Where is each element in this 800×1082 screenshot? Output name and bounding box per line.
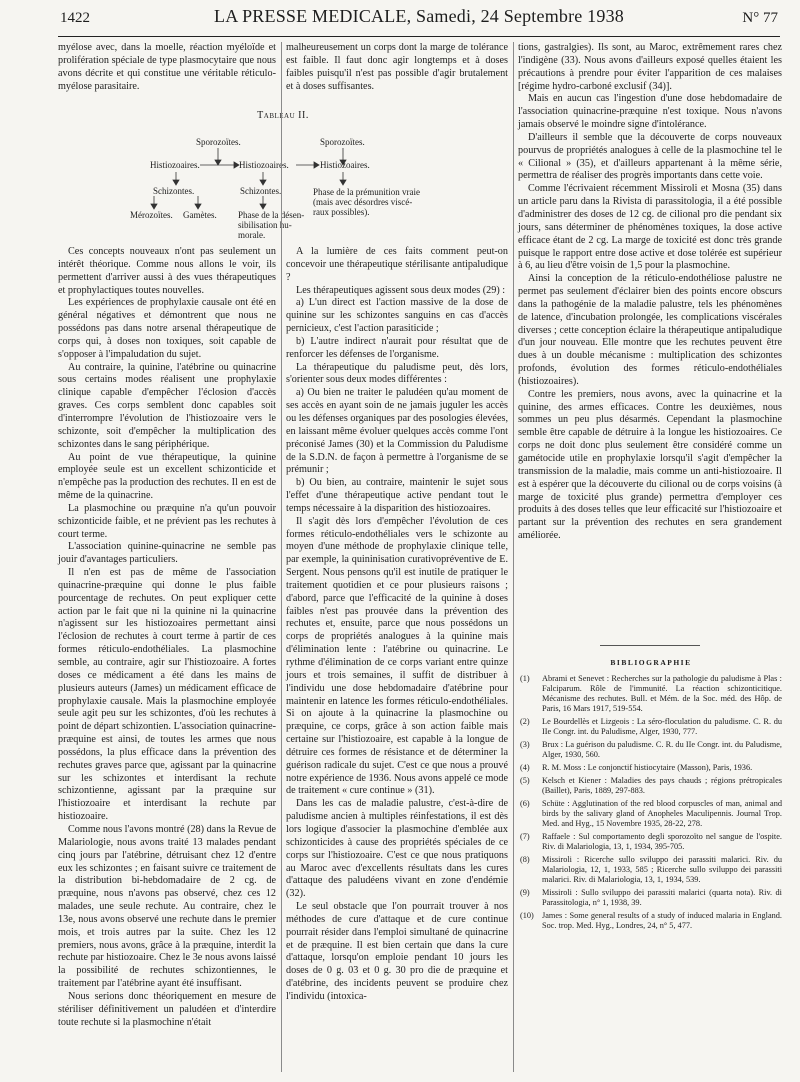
label-gametes: Gamètes. (183, 210, 217, 220)
bibliography-entry (520, 763, 782, 773)
paragraph: a) Ou bien ne traiter le paludéen qu'au moment de ses accès en ayant soin de ne jamais juguler les accès ou les défenses organiques par des posologies élevées, en laissant même évoluer quelques accès comme l'ont préconisé James (30) et la Commission du Paludisme de la S.D.N. de façon à permettre à l'organisme de se prémunir ; (286, 387, 508, 476)
journal-title: LA PRESSE MEDICALE, Samedi, 24 Septembre 1938 (214, 6, 624, 26)
paragraph: Le seul obstacle que l'on pourrait trouver à nos méthodes de cure d'attaque et de cure continue pourrait résider dans l'emploi simultané de quinacrine et de præquine. Il est bien certain que dans la cure d'attaque, lorsqu'on emploie pendant 10 jours les doses de 0 g. 03 et 0 g. 30 pro die de præquine et d'atébrine, des incidents peuvent se produire chez l'individu (intoxica- (286, 901, 508, 1002)
label-sporozoites-1: Sporozoïtes. (196, 137, 241, 147)
ref-text: Schüte : Agglutination of the red blood corpuscles of man, animal and birds by the salivary gland of Anopheles Maculipennis. Journal Trop. Med. and Hyg., 15 Novembre 1935, 28-22, 278. (542, 799, 782, 828)
ref-text: Kelsch et Kiener : Maladies des pays chauds ; régions prétropicales (Baillet), Paris, 1889, 297-883. (542, 776, 782, 795)
paragraph: Contre les premiers, nous avons, avec la quinacrine et la quinine, des armes efficaces. Contre les deuxièmes, nous sommes un peu plus désarmés. Cependant la plasmochine semble être capable de détruire à la longue les histiozoaires. Ce corps ne doit donc plus seulement être considéré comme un gamétocide utile en prophylaxie lorsqu'il s'agit d'empêcher la transmission de la maladie, mais comme un anti-histiozoaire. Il est à espérer que la découverte du cilional ou de corps voisins (à marge de toxicité plus grande) permettra d'employer ces produits à des doses telles que leur efficacité sur l'histiozoaire et partant sur la prévention des rechutes en sera grandement améliorée. (518, 388, 782, 542)
ref-number: (10) (520, 911, 534, 920)
page-header (60, 6, 778, 36)
label-histiozoaires-3: Histiozoaires. (320, 160, 370, 170)
label-histiozoaires-2: Histiozoaires. (239, 160, 289, 170)
paragraph: Il n'en est pas de même de l'association quinacrine-præquine qui donne le plus faible pourcentage de rechutes. On peut expliquer cette action par le fait que ni la quinine ni la quinacrine n'agissent sur les histiozoaires permettant ainsi l'éclosion de rechutes à court terme à partir de ces formes réticulo-endothéliales. La plasmochine semble, au contraire, agir sur l'histiozoaire. A fortes doses ce médicament a été dans les mains de plusieurs auteurs (James) un médicament efficace de prophylaxie causale. Mais la plasmochine employée seule agit peu sur les schizontes, d'où les rechutes à point de départ schizontien. L'association quinacrine-præquine est ainsi, de toutes les armes que nous possédons, la plus efficace dans la prévention des rechutes graves parce que, agissant par la quinacrine sur les schizontes et interdisant la rechute schizontienne, agissant par la præquine sur l'histiozoaire et interdisant la rechute par histiozoaire. (58, 567, 276, 823)
paragraph: Dans les cas de maladie palustre, c'est-à-dire de paludisme ancien à multiples réinfestations, il est dès lors logique d'associer la plasmochine d'emblée aux schizonticides à cause des propriétés spéciales de ce corps sur l'histiozoaire. C'est ce que nous pratiquons au Maroc avec d'excellents résultats dans les cures d'attaque des paludéens vivant en zone d'endémie (32). (286, 798, 508, 900)
paragraph: Il s'agit dès lors d'empêcher l'évolution de ces formes réticulo-endothéliales vers le schizonte au moyen d'une méthode de prophylaxie clinique telle, par exemple, la quininisation curativopréventive de E. Sergent. Nous pensons qu'il est inutile de pratiquer le traitement quotidien et ce pour plusieurs raisons ; d'abord, parce que l'efficacité de la quinine à doses faibles n'est pas prouvée dans la prévention des rechutes et, ensuite, parce que nous possédons un corps de propriétés analogues à la quinine mais d'élimination lente : l'atébrine ou quinacrine. Le rythme d'élimination de ce corps variant entre quinze jours et trois semaines, il suffit de distribuer à l'individu une dose hebdomadaire d'atébrine pour maintenir en latence les formes réticulo-endothéliales. Si on ajoute à la quinacrine la plasmochine ou præquine, ce corps, grâce à son action faible mais certaine sur l'histiozoaire, est capable à la longue de détruire ces formes de résistance et de déterminer la guérison radicale du sujet. C'est ce que nous a prouvé notre expérience de 1936. Nous avons appelé ce mode de traitement « cure continue » (31). (286, 515, 508, 797)
paragraph: b) L'autre indirect n'aurait pour résultat que de renforcer les défenses de l'organisme. (286, 335, 508, 360)
ref-text: Missiroli : Sullo sviluppo dei parassiti malarici (quarta nota). Riv. di Parassitologia, n° 1, 1938, 39. (542, 888, 782, 907)
tableau-ii (58, 110, 508, 240)
ref-text: James : Some general results of a study of induced malaria in England. Soc. trop. Med. Hyg., Londres, 24, n° 5, 477. (542, 911, 782, 930)
bibliography-rule (600, 645, 700, 646)
bibliography-entry (520, 799, 782, 829)
bibliography-entry (520, 888, 782, 908)
label-schizontes-2: Schizontes. (240, 186, 282, 196)
tableau-title: Tableau II. (257, 110, 309, 121)
paragraph: tions, gastralgies). Ils sont, au Maroc, extrêmement rares chez l'indigène (33). Nous avons d'ailleurs exposé quelles étaient les précautions à prendre pour éviter l'apparition de ces malaises [régime hydro-carboné exclusif (34)]. (518, 42, 782, 92)
ref-text: R. M. Moss : Le conjonctif histiocytaire (Masson), Paris, 1936. (542, 763, 753, 772)
paragraph: La thérapeutique du paludisme peut, dès lors, s'orienter sous deux modes différentes : (286, 361, 508, 386)
paragraph: Ces concepts nouveaux n'ont pas seulement un intérêt théorique. Comme nous allons le voir, ils permettent d'arriver aussi à des vues thérapeutiques et prophylactiques toutes nouvelles. (58, 246, 276, 296)
paragraph: Les expériences de prophylaxie causale ont été en général négatives et démontrent que nous ne possédons pas dans notre arsenal thérapeutique de corps qui, à doses non toxiques, soit capable de s'opposer à l'impaludation du sujet. (58, 297, 276, 360)
paragraph: myélose avec, dans la moelle, réaction myéloïde et prolifération spéciale de type plasmocytaire que nous avons décrite et qui constitue une véritable réticulo-myélose parasitaire. (58, 42, 276, 92)
ref-number: (7) (520, 832, 530, 841)
label-sporozoites-2: Sporozoïtes. (320, 137, 365, 147)
paragraph: Au contraire, la quinine, l'atébrine ou quinacrine sous certains modes réalisent une prophylaxie clinique capable d'empêcher l'éclosion d'accès graves. Ces corps semblent donc capables soit d'interrompre l'évolution de l'histiozoaire vers le schizonte, soit d'empêcher la multiplication des schizontes dans le sang périphérique. (58, 361, 276, 450)
column-middle (286, 246, 508, 1004)
page-number: 1422 (60, 10, 90, 26)
column-divider (513, 42, 514, 1072)
paragraph: Nous serions donc théoriquement en mesure de stériliser définitivement un paludéen et d'interdire toute rechute si la plasmochine n'était (58, 990, 276, 1028)
paragraph: Au point de vue thérapeutique, la quinine employée seule est un excellent schizonticide et n'empêche pas la production des rechutes. Il en est de même de la quinacrine. (58, 451, 276, 502)
ref-number: (2) (520, 717, 530, 726)
bibliography (520, 658, 782, 934)
paragraph: Les thérapeutiques agissent sous deux modes (29) : (296, 284, 506, 296)
label-merozoites: Mérozoïtes. (130, 210, 173, 220)
paragraph: Comme l'écrivaient récemment Missiroli et Mosna (35) dans un article paru dans la Rivista di parassitologia, il a été possible d'administrer des doses de 12 cg. de cilional pro die pendant six jours, sans déterminer de phénomènes toxiques, la dose active efficace étant de 2 cg. La marge de toxicité est donc très grande puisque le rapport entre dose active et dose tolérée est supérieur à 6, au lieu d'être voisin de 1,5 pour la plasmochine. (518, 183, 782, 272)
ref-number: (4) (520, 763, 530, 772)
ref-text: Raffaele : Sul comportamento degli sporozoïto nel sangue de l'ospite. Riv. di Malariologia, 13, 1, 1934, 395-705. (542, 832, 782, 851)
ref-text: Missiroli : Ricerche sullo sviluppo dei parassiti malarici. Riv. du Malariologia, 12, 1, 1933, 585 ; Ricerche sullo sviluppo dei parassiti malarici. Riv. di Malariologia, 13, 1, 1934, 539. (542, 855, 782, 884)
column-left (58, 246, 276, 1029)
paragraph: b) Ou bien, au contraire, maintenir le sujet sous l'effet d'une thérapeutique active pendant tout le temps nécessaire à la disparition des histiozoaires. (286, 477, 508, 514)
paragraph: Mais en aucun cas l'ingestion d'une dose hebdomadaire de l'association quinacrine-præquine n'est toxique. Nous n'avons jamais observé le moindre signe d'intolérance. (518, 93, 782, 131)
bibliography-entry (520, 717, 782, 737)
paragraph: malheureusement un corps dont la marge de tolérance est faible. Il faut donc agir longtemps et à doses faibles puisqu'il n'est pas possible d'agir brutalement et à doses suffisantes. (286, 42, 508, 92)
ref-number: (1) (520, 674, 530, 683)
ref-number: (6) (520, 799, 530, 808)
label-phase-desensibilisation: Phase de la désen- sibilisation hu- morale. (238, 210, 305, 240)
ref-number: (8) (520, 855, 530, 864)
column-divider (281, 42, 282, 1072)
top-middle-continuation (286, 42, 508, 93)
bibliography-title: BIBLIOGRAPHIE (610, 658, 692, 667)
ref-number: (9) (520, 888, 530, 897)
label-schizontes-1: Schizontes. (153, 186, 195, 196)
bibliography-entry (520, 740, 782, 760)
ref-text: Abrami et Senevet : Recherches sur la pathologie du paludisme à Plas : Falciparum. Rôle de l'immunité. La réaction schizonticitique. Mécanisme des rechutes. Bull. et Mém. de la Soc. méd. des Hôp. de Paris, 16 Mars 1917, 519-554. (542, 674, 782, 713)
paragraph: D'ailleurs il semble que la découverte de corps nouveaux pourvus de propriétés analogues à celle de la plasmochine tel le « Cilional » (35), et d'ailleurs appartenant à la même série, permettra de réaliser des progrès importants dans cette voie. (518, 131, 782, 182)
paragraph: a) L'un direct est l'action massive de la dose de quinine sur les schizontes sanguins en cas d'accès pernicieux, c'est l'action parasiticide ; (286, 297, 508, 335)
ref-text: Brux : La guérison du paludisme. C. R. du IIe Congr. int. du Paludisme, Alger, 1930, 560. (542, 740, 782, 759)
ref-number: (5) (520, 776, 530, 785)
column-right (518, 42, 782, 543)
paragraph: La plasmochine ou præquine n'a qu'un pouvoir schizonticide faible, et ne prévient pas les rechutes à court terme. (58, 502, 276, 540)
ref-text: Le Bourdellès et Lizgeois : La séro-floculation du paludisme. C. R. du IIe Congr. int. du Paludisme, Alger, 1930, 777. (542, 717, 782, 736)
top-left-continuation (58, 42, 276, 93)
paragraph: Ainsi la conception de la réticulo-endothéliose palustre ne permet pas seulement d'éclairer bien des points encore obscurs dans la pathogénie de la maladie palustre, tels les phénomènes de latence, d'incubation prolongée, les complications viscérales diverses ; cette conception éclaire la thérapeutique antipaludique d'un jour nouveau. Elle montre que les rechutes peuvent être dues à un double mécanisme : multiplication des schizontes profonds, évolution des formes réticulo-endothéliales (histiozoaires). (518, 273, 782, 387)
paragraph: A la lumière de ces faits comment peut-on concevoir une thérapeutique stérilisante antipaludique ? (286, 246, 508, 283)
issue-number: N° 77 (742, 10, 778, 26)
bibliography-entry (520, 776, 782, 796)
bibliography-entry (520, 832, 782, 852)
label-histiozoaires-1: Histiozoaires. (150, 160, 200, 170)
bibliography-entry (520, 674, 782, 714)
paragraph: Comme nous l'avons montré (28) dans la Revue de Malariologie, nous avons traité 13 malades pendant cinq jours par l'atébrine, détruisant chez 12 d'entre eux les schizontes ; en faisant suivre ce traitement de la distribution bi-hebdomadaire de 2 cg. de præquine, nous n'avons pas observé, chez ces 12 malades, une seule rechute. Au contraire, chez le 13e, nous avons observé une rechute dans le premier mois, et trois autres par la suite. Chez les 12 premiers, nous avons, grâce à la præquine, interdit la rechute par histiozoaire. Chez le 3e nous avons laissé la possibilité de rechutes schizontiennes, le traitement par l'atébrine ayant été insuffisant. (58, 823, 276, 990)
header-rule (58, 36, 780, 37)
label-phase-premunition: Phase de la prémunition vraie (mais avec désordres viscé- raux possibles). (313, 187, 420, 217)
paragraph: L'association quinine-quinacrine ne semble pas jouir d'avantages particuliers. (58, 541, 276, 566)
ref-number: (3) (520, 740, 530, 749)
bibliography-entry (520, 911, 782, 931)
bibliography-entry (520, 855, 782, 885)
